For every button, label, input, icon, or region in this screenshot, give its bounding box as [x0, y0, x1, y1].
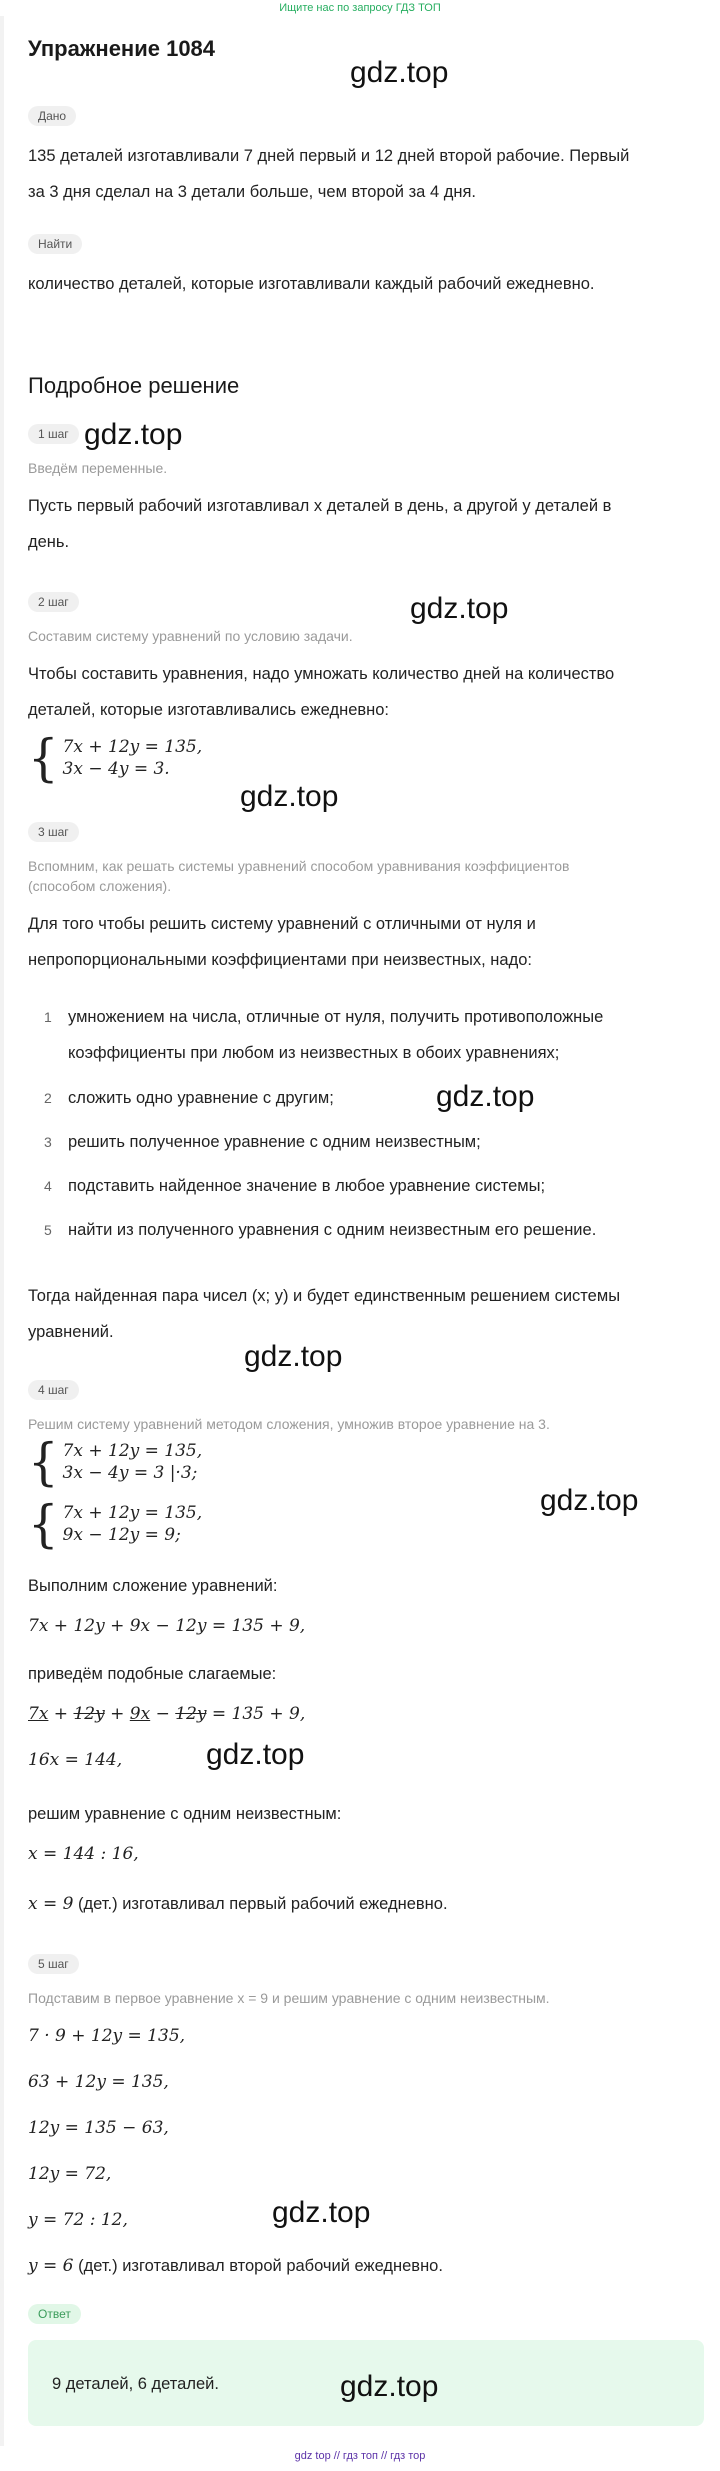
- similar-equation: [28, 1704, 305, 1724]
- op: +: [104, 1704, 130, 1724]
- footer-links[interactable]: gdz top // гдз топ // гдз тор: [294, 2450, 426, 2462]
- watermark: gdz.top: [244, 1340, 343, 1373]
- step5-eq-5: y = 72 : 12,: [28, 2210, 128, 2230]
- add-label: Выполним сложение уравнений:: [28, 1577, 278, 1595]
- cancelled-term: 12y: [73, 1704, 105, 1724]
- list-item-number: 2: [44, 1090, 52, 1106]
- watermark: gdz.top: [206, 1738, 305, 1771]
- brace-icon: {: [28, 1432, 59, 1492]
- list-item-3: решить полученное уравнение с одним неизвестным;: [68, 1133, 481, 1151]
- op: −: [150, 1704, 176, 1724]
- answer-chip: Ответ: [28, 2304, 81, 2324]
- solve-label: решим уравнение с одним неизвестным:: [28, 1805, 342, 1823]
- term: 9x: [129, 1704, 151, 1724]
- system-2-eq-2: 3x − 4y = 3 |·3;: [62, 1463, 198, 1483]
- page-title: Упражнение 1084: [28, 36, 216, 61]
- given-chip: Дано: [28, 106, 76, 126]
- watermark: gdz.top: [84, 418, 183, 451]
- step1-line-2: день.: [28, 533, 70, 551]
- op: +: [48, 1704, 74, 1724]
- brace-icon: {: [28, 728, 59, 788]
- list-item-number: 3: [44, 1134, 52, 1150]
- watermark: gdz.top: [272, 2196, 371, 2229]
- system-3: [28, 1494, 203, 1554]
- watermark: gdz.top: [350, 56, 449, 89]
- step3-note-1: Вспомним, как решать системы уравнений способом уравнивания коэффициентов: [28, 858, 570, 874]
- step5-chip: 5 шаг: [28, 1954, 79, 1974]
- similar-label: приведём подобные слагаемые:: [28, 1665, 277, 1683]
- watermark: gdz.top: [240, 780, 339, 813]
- watermark: gdz.top: [436, 1080, 535, 1113]
- list-item-number: 1: [44, 1009, 52, 1025]
- step2-note: Составим систему уравнений по условию задачи.: [28, 628, 353, 644]
- step3-after-2: уравнений.: [28, 1323, 114, 1341]
- system-1-eq-2: 3x − 4y = 3.: [62, 759, 170, 779]
- step4-chip: 4 шаг: [28, 1380, 79, 1400]
- list-item-1-line-1: умножением на числа, отличные от нуля, получить противоположные: [68, 1008, 604, 1026]
- step5-eq-4: 12y = 72,: [28, 2164, 112, 2184]
- given-line-2: за 3 дня сделал на 3 детали больше, чем второй за 4 дня.: [28, 183, 476, 201]
- find-chip: Найти: [28, 234, 82, 254]
- list-item-number: 4: [44, 1178, 52, 1194]
- cancelled-term: 12y: [175, 1704, 207, 1724]
- step5-eq-1: 7 · 9 + 12y = 135,: [28, 2026, 186, 2046]
- step1-line-1: Пусть первый рабочий изготавливал x деталей в день, а другой y деталей в: [28, 497, 612, 515]
- step2-line-2: деталей, которые изготавливались ежедневно:: [28, 701, 390, 719]
- step3-chip: 3 шаг: [28, 822, 79, 842]
- find-line-1: количество деталей, которые изготавливали каждый рабочий ежедневно.: [28, 275, 595, 293]
- x-result: [28, 1886, 448, 1922]
- list-item-5: найти из полученного уравнения с одним неизвестным его решение.: [68, 1221, 597, 1239]
- solution-title: Подробное решение: [28, 373, 240, 398]
- step2-chip: 2 шаг: [28, 592, 79, 612]
- step2-line-1: Чтобы составить уравнения, надо умножать количество дней на количество: [28, 665, 615, 683]
- brace-icon: {: [28, 1494, 59, 1554]
- watermark: gdz.top: [340, 2370, 439, 2403]
- step3-note-2: (способом сложения).: [28, 878, 172, 894]
- system-1: [28, 728, 203, 788]
- system-1-eq-1: 7x + 12y = 135,: [62, 737, 203, 757]
- y-result: [28, 2248, 443, 2284]
- given-line-1: 135 деталей изготавливали 7 дней первый и 12 дней второй рабочие. Первый: [28, 147, 630, 165]
- y-result-eq: y = 6: [28, 2256, 74, 2276]
- x-result-text: (дет.) изготавливал первый рабочий ежедневно.: [73, 1895, 448, 1913]
- step3-line-1: Для того чтобы решить систему уравнений с отличными от нуля и: [28, 915, 536, 933]
- top-search-hint[interactable]: Ищите нас по запросу ГДЗ ТОП: [279, 2, 441, 14]
- system-2: [28, 1432, 203, 1492]
- list-item-4: подставить найденное значение в любое уравнение системы;: [68, 1177, 546, 1195]
- list-item-number: 5: [44, 1222, 52, 1238]
- equation-16x: 16x = 144,: [28, 1750, 123, 1770]
- step5-eq-2: 63 + 12y = 135,: [28, 2072, 169, 2092]
- add-equation: 7x + 12y + 9x − 12y = 135 + 9,: [28, 1616, 306, 1636]
- step1-note: Введём переменные.: [28, 460, 168, 476]
- term: 7x: [28, 1704, 49, 1724]
- division-equation: x = 144 : 16,: [28, 1844, 139, 1864]
- y-result-text: (дет.) изготавливал второй рабочий ежедневно.: [73, 2257, 443, 2275]
- left-border: [0, 16, 4, 2446]
- step4-note: Решим систему уравнений методом сложения, умножив второе уравнение на 3.: [28, 1416, 550, 1432]
- watermark: gdz.top: [540, 1484, 639, 1517]
- system-3-eq-2: 9x − 12y = 9;: [62, 1525, 181, 1545]
- list-item-2: сложить одно уравнение с другим;: [68, 1089, 334, 1107]
- step3-after-1: Тогда найденная пара чисел (x; y) и будет единственным решением системы: [28, 1287, 621, 1305]
- x-result-eq: x = 9: [28, 1894, 74, 1914]
- list-item-1-line-2: коэффициенты при любом из неизвестных в обоих уравнениях;: [68, 1044, 560, 1062]
- step3-line-2: непропорциональными коэффициентами при неизвестных, надо:: [28, 951, 532, 969]
- watermark: gdz.top: [410, 592, 509, 625]
- answer-text: 9 деталей, 6 деталей.: [52, 2375, 219, 2393]
- system-3-eq-1: 7x + 12y = 135,: [62, 1503, 203, 1523]
- system-2-eq-1: 7x + 12y = 135,: [62, 1441, 203, 1461]
- step5-note: Подставим в первое уравнение x = 9 и решим уравнение с одним неизвестным.: [28, 1990, 550, 2006]
- step1-chip: 1 шаг: [28, 424, 79, 444]
- step5-eq-3: 12y = 135 − 63,: [28, 2118, 169, 2138]
- rhs: = 135 + 9,: [206, 1704, 306, 1724]
